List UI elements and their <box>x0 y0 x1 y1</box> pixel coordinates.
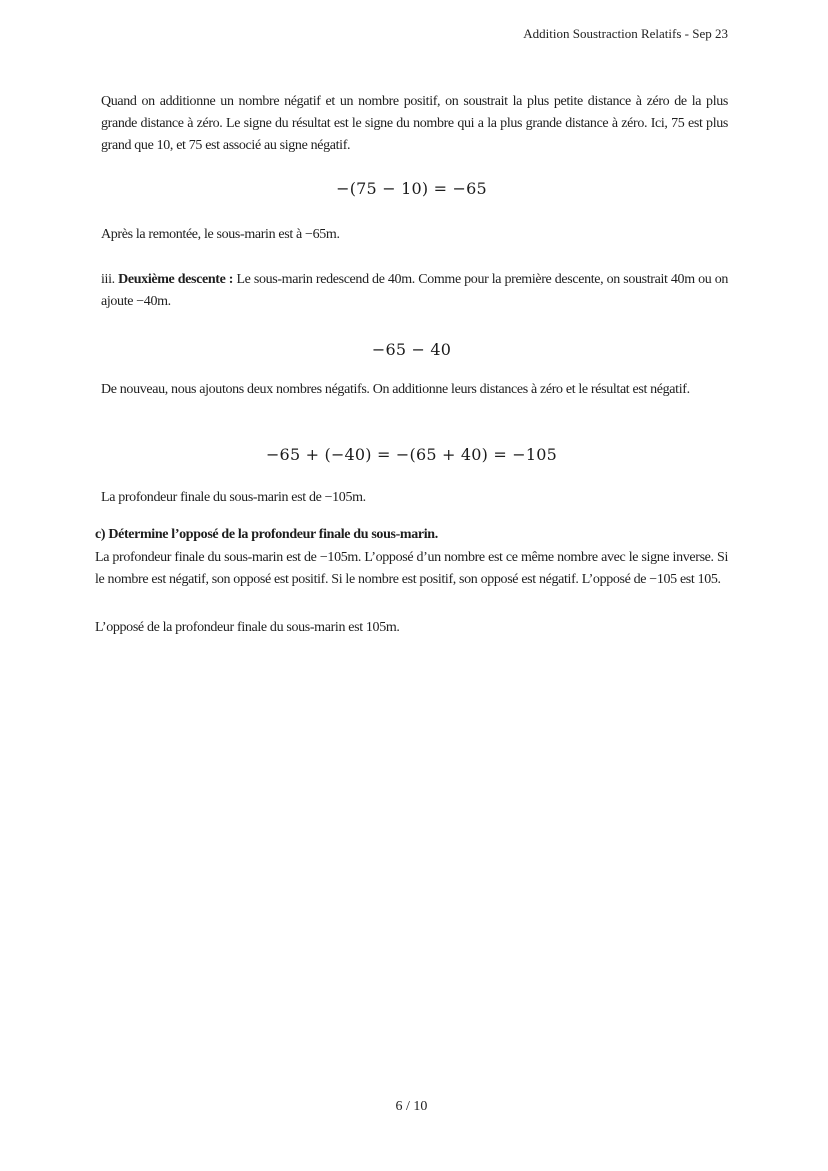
formula-profondeur-finale: −65 + (−40) = −(65 + 40) = −105 <box>265 445 558 464</box>
page-number: 6 / 10 <box>395 1099 428 1114</box>
formula-remontee: −(75 − 10) = −65 <box>336 179 487 198</box>
section-c-heading: c) Détermine l’opposé de la profondeur finale du sous-marin. <box>95 527 438 542</box>
section-c-conclusion: L’opposé de la profondeur finale du sous-marin est 105m. <box>95 620 400 635</box>
paragraph-de-nouveau: De nouveau, nous ajoutons deux nombres négatifs. On additionne leurs distances à zéro et le résultat est négatif. <box>101 382 690 397</box>
formula-descente: −65 − 40 <box>371 340 452 359</box>
section-c-body: La profondeur finale du sous-marin est de −105m. L’opposé d’un nombre est ce même nombre avec le signe inverse. Si le nombre est négatif, son opposé est positif. Si le nombre est positif, son opposé est négatif. L’opposé de −105 est 105. <box>95 550 728 587</box>
page-footer <box>95 1098 728 1116</box>
page-header <box>95 25 728 43</box>
deuxieme-descente-text: Le sous-marin redescend de 40m. Comme pour la première descente, on soustrait 40m ou on ajoute −40m. <box>101 272 729 309</box>
paragraph-addition-rule: Quand on additionne un nombre négatif et un nombre positif, on soustrait la plus petite distance à zéro de la plus grande distance à zéro. Le signe du résultat est le signe du nombre qui a la plus grande distance à zéro. Ici, 75 est plus grand que 10, et 75 est associé au signe négatif. <box>101 94 728 153</box>
list-marker-iii: iii. <box>101 272 119 287</box>
paragraph-apres-remontee: Après la remontée, le sous-marin est à −65m. <box>101 227 340 242</box>
header-title: Addition Soustraction Relatifs - Sep 23 <box>523 26 728 41</box>
paragraph-profondeur-finale: La profondeur finale du sous-marin est de −105m. <box>101 490 366 505</box>
deuxieme-descente-label: Deuxième descente : <box>118 272 234 287</box>
paragraph-deuxieme-descente <box>101 269 728 313</box>
